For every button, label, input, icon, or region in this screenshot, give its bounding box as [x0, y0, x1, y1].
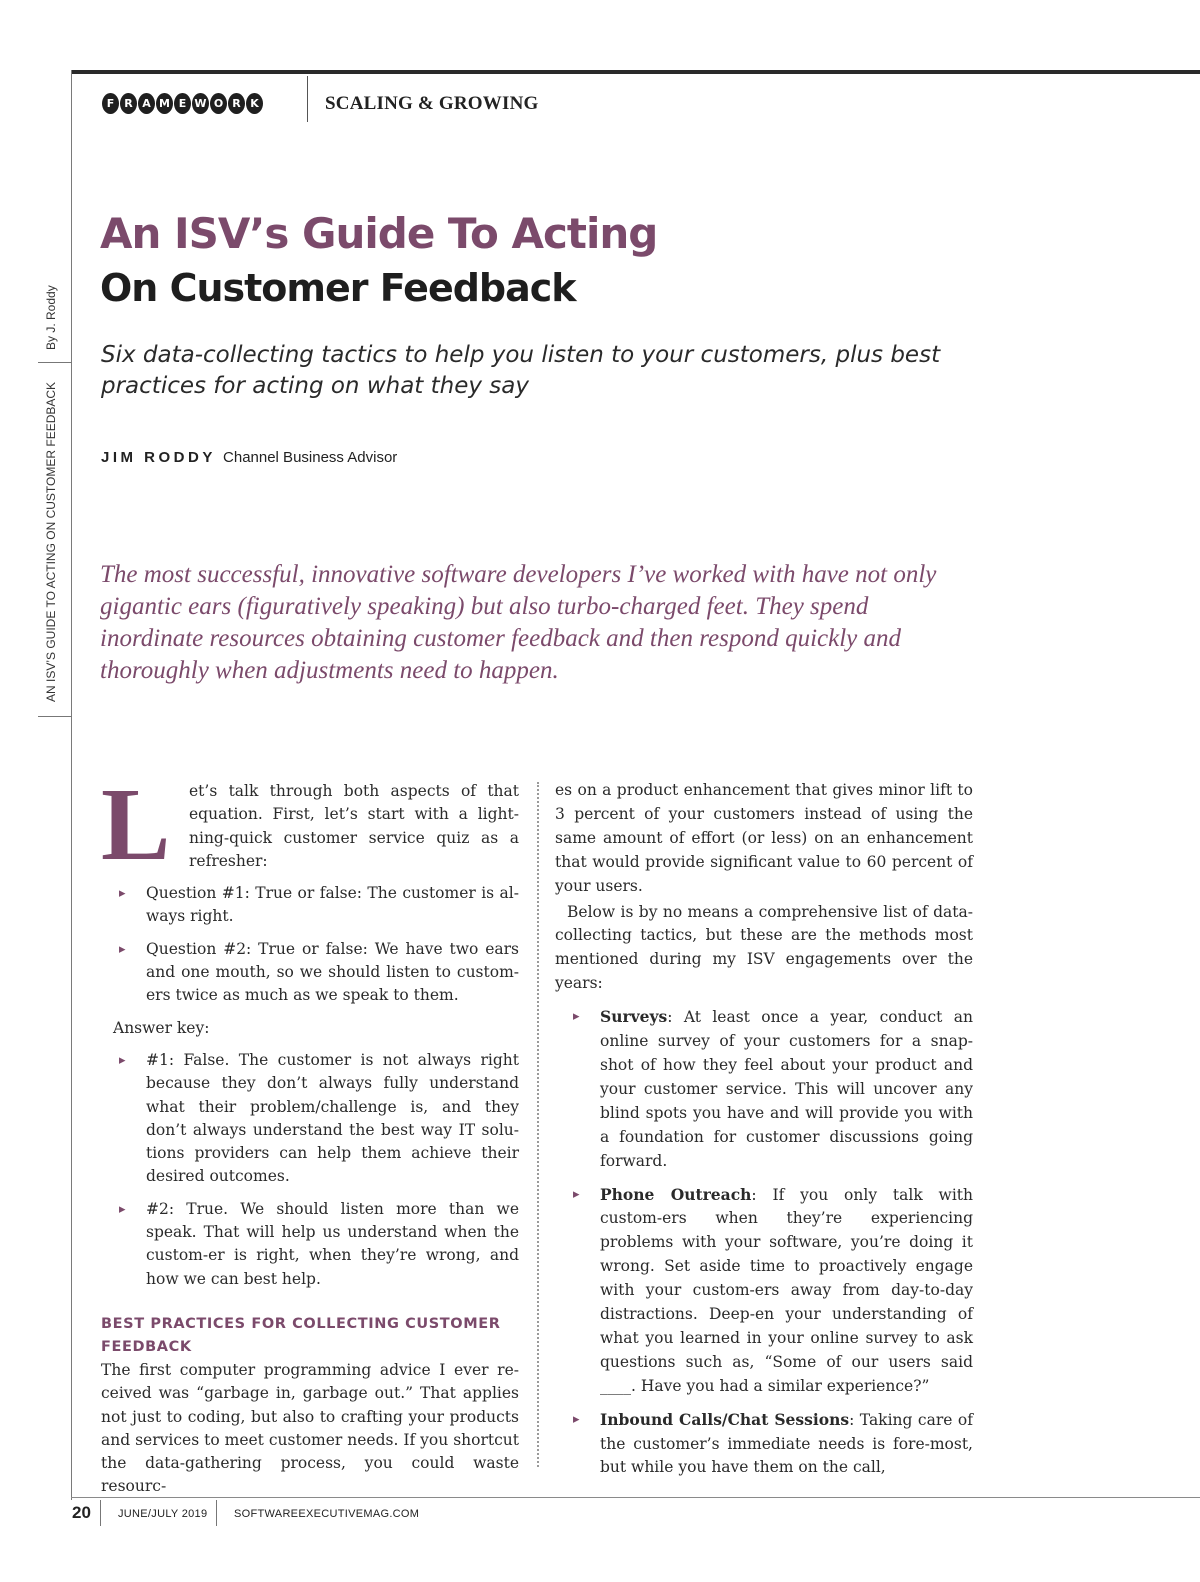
framework-letter: W: [192, 93, 209, 114]
body-paragraph: The first computer programming advice I ever re-ceived was “garbage in, garbage out.” That applies not just to coding, but also to crafting your products and services to meet customer needs. If you shortcut the data-gathering process, you could waste resourc-: [101, 1360, 519, 1496]
framework-letter: O: [210, 93, 227, 114]
website: SOFTWAREEXECUTIVEMAG.COM: [234, 1508, 420, 1520]
author-line: [101, 449, 397, 466]
side-separator: [38, 362, 72, 363]
body-paragraph: es on a product enhancement that gives minor lift to 3 percent of your customers instead of using the same amount of effort (or less) on an enhancement that would provide significant value to 60 percent of your users.: [555, 781, 973, 895]
intro-paragraph: et’s talk through both aspects of that equation. First, let’s start with a light-ning-quick customer service quiz as a refresher:: [189, 782, 519, 870]
answer-key-label: Answer key:: [113, 1018, 210, 1037]
author-name: JIM RODDY: [101, 449, 216, 466]
body-column-right: [555, 779, 973, 1480]
body-column-left: [101, 767, 519, 1499]
issue-date: JUNE/JULY 2019: [118, 1508, 208, 1520]
tactic-label: Inbound Calls/Chat Sessions: [600, 1409, 850, 1429]
section-label: SCALING & GROWING: [325, 93, 539, 114]
side-byline: By J. Roddy: [44, 285, 58, 350]
body-paragraph: Below is by no means a comprehensive list of data-collecting tactics, but these are the methods most mentioned during my ISV engagements over the years:: [555, 902, 973, 993]
quiz-question: ▸ Question #1: True or false: The customer is al-ways right.: [101, 882, 519, 929]
tactic-item: [555, 1408, 973, 1481]
tactic-item: [555, 1183, 973, 1399]
side-separator: [38, 716, 72, 717]
quiz-question: ▸ Question #2: True or false: We have two ears and one mouth, so we should listen to custom-ers twice as much as we speak to them.: [101, 938, 519, 1008]
top-rule: [72, 70, 1200, 74]
intro-block: [101, 767, 519, 882]
framework-letter: A: [138, 93, 155, 114]
tactic-label: Surveys: [600, 1007, 668, 1027]
drop-cap: L: [101, 767, 171, 882]
tactic-label: Phone Outreach: [600, 1184, 752, 1204]
author-role: Channel Business Advisor: [223, 449, 398, 466]
pull-quote: The most successful, innovative software developers I’ve worked with have not only gigantic ears (figuratively speaking) but also turbo-charged feet. They spend inordinate resources obtaining customer feedback and then respond quickly and thoroughly when adjustments need to happen.: [100, 561, 937, 684]
framework-letter: F: [102, 93, 119, 114]
framework-badge: [102, 93, 263, 114]
page-number: 20: [72, 1503, 91, 1522]
footer-separator: [216, 1500, 217, 1526]
framework-letter: R: [120, 93, 137, 114]
side-running-title: AN ISV’S GUIDE TO ACTING ON CUSTOMER FEEDBACK: [44, 381, 58, 702]
framework-letter: E: [174, 93, 191, 114]
framework-letter: K: [246, 93, 263, 114]
article-title-line1: An ISV’s Guide To Acting: [100, 209, 658, 258]
tactic-item: [555, 1005, 973, 1173]
article-subtitle: Six data-collecting tactics to help you listen to your customers, plus best practices for acting on what they say: [101, 342, 941, 399]
tactic-text: : Taking care of the customer’s immediate needs is fore-most, but while you have them on the call,: [600, 1410, 973, 1477]
tactic-text: : If you only talk with custom-ers when they’re experiencing problems with your software, you’re doing it wrong. Set aside time to proactively engage with your custom-ers away from day-to-day distractions. Deep-en your understanding of what you learned in your online survey to ask questions such as, “Some of our users said ____. Have you had a similar experience?”: [600, 1185, 973, 1395]
framework-letter: R: [228, 93, 245, 114]
column-divider: [537, 782, 539, 1467]
quiz-answer: ▸ #2: True. We should listen more than we speak. That will help us understand when the custom-er is right, when they’re wrong, and how we can best help.: [101, 1198, 519, 1291]
quiz-answer: ▸ #1: False. The customer is not always right because they don’t always fully understand what their problem/challenge is, and they don’t always understand the best way IT solu-tions providers can help them achieve their desired outcomes.: [101, 1049, 519, 1189]
tactic-text: : At least once a year, conduct an online survey of your customers for a snap-shot of how they feel about your product and your customer service. This will uncover any blind spots you have and will provide you with a foundation for customer discussions going forward.: [600, 1008, 973, 1170]
left-margin-rule: [71, 70, 72, 1500]
footer-separator: [100, 1500, 101, 1526]
framework-letter: M: [156, 93, 173, 114]
article-title-line2: On Customer Feedback: [100, 266, 576, 310]
section-heading: BEST PRACTICES FOR COLLECTING CUSTOMER FEEDBACK: [101, 1315, 501, 1355]
header-divider: [307, 76, 308, 122]
